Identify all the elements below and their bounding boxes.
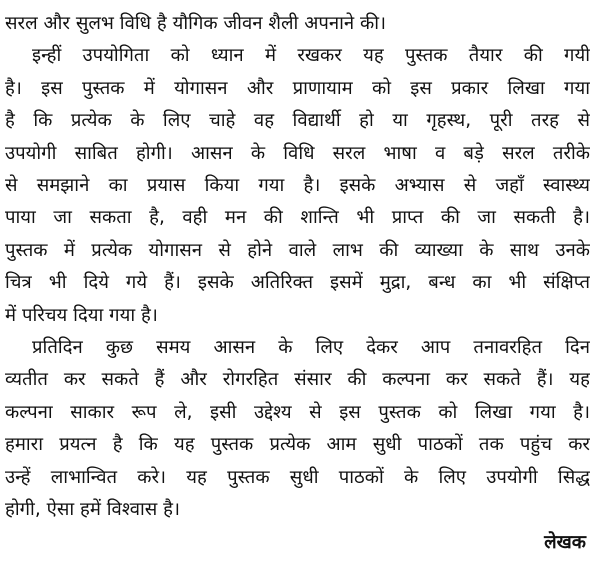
text-line: पाया जा सकता है, वही मन की शान्ति भी प्राप्त की जा सकती है। <box>5 207 590 229</box>
text-line: कल्पना साकार रूप ले, इसी उद्देश्य से इस पुस्तक को लिखा गया है। <box>5 401 590 423</box>
text-line: पुस्तक में प्रत्येक योगासन से होने वाले लाभ की व्याख्या के साथ उनके <box>5 239 590 261</box>
text-line: प्रतिदिन कुछ समय आसन के लिए देकर आप तनावरहित दिन <box>32 337 590 359</box>
document-body <box>5 8 590 527</box>
text-line: में परिचय दिया गया है। <box>5 304 158 326</box>
text-line: से समझाने का प्रयास किया गया है। इसके अभ्यास से जहाँ स्वास्थ्य <box>5 175 590 197</box>
text-line: उन्हें लाभान्वित करे। यह पुस्तक सुधी पाठकों के लिए उपयोगी सिद्ध <box>5 466 590 488</box>
text-line: इन्हीं उपयोगिता को ध्यान में रखकर यह पुस्तक तैयार की गयी <box>32 45 590 67</box>
text-line: हमारा प्रयत्न है कि यह पुस्तक प्रत्येक आम सुधी पाठकों तक पहुंच कर <box>5 434 590 456</box>
text-line: सरल और सुलभ विधि है यौगिक जीवन शैली अपनाने की। <box>5 13 387 34</box>
text-line: व्यतीत कर सकते हैं और रोगरहित संसार की कल्पना कर सकते हैं। यह <box>5 369 590 391</box>
text-line: होगी, ऐसा हमें विश्वास है। <box>5 499 180 521</box>
text-line: चित्र भी दिये गये हैं। इसके अतिरिक्त इसमें मुद्रा, बन्ध का भी संक्षिप्त <box>5 272 590 294</box>
text-line: उपयोगी साबित होगी। आसन के विधि सरल भाषा व बड़े सरल तरीके <box>5 142 590 164</box>
text-line: है कि प्रत्येक के लिए चाहे वह विद्यार्थी हो या गृहस्थ, पूरी तरह से <box>5 110 590 132</box>
text-line: है। इस पुस्तक में योगासन और प्राणायाम को इस प्रकार लिखा गया <box>5 77 590 99</box>
author-signature: लेखक <box>544 532 586 553</box>
